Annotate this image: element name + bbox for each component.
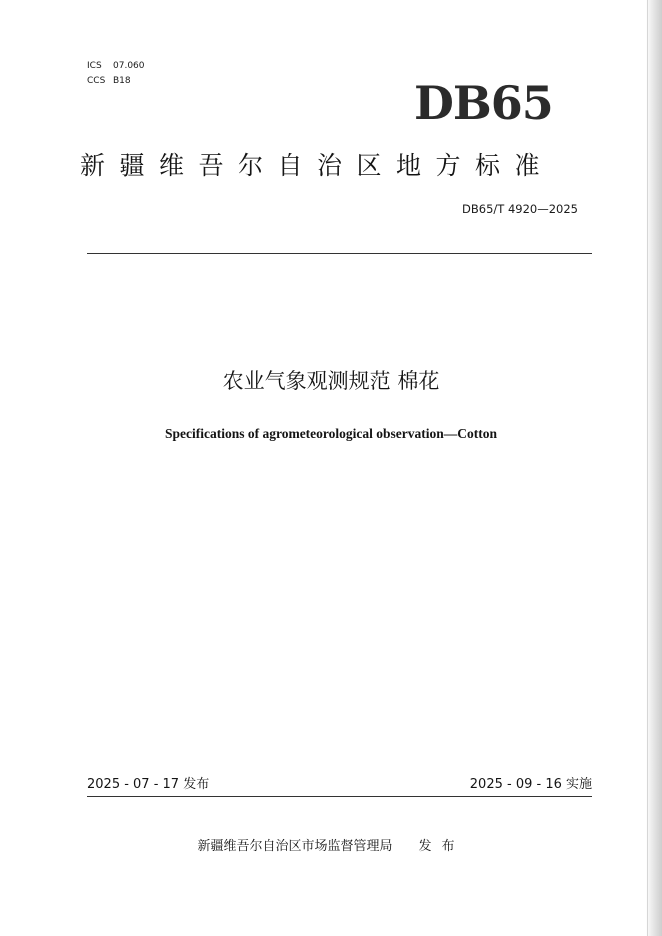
issue-date: 2025 - 07 - 17 发布 (87, 777, 210, 792)
publisher-action: 发布 (418, 839, 465, 854)
title-english: Specifications of agrometeorological observation—Cotton (164, 426, 498, 441)
ccs-value: B18 (113, 76, 131, 86)
title-chinese: 农业气象观测规范 棉花 (222, 369, 440, 393)
ics-label: ICS (87, 61, 102, 71)
publisher-organization: 新疆维吾尔自治区市场监督管理局 (197, 839, 393, 854)
bottom-divider (87, 796, 592, 797)
implementation-date: 2025 - 09 - 16 实施 (469, 777, 592, 792)
standard-number: DB65/T 4920—2025 (462, 202, 578, 216)
ccs-label: CCS (87, 76, 106, 86)
issuing-authority-title: 新疆维吾尔自治区地方标准 (80, 151, 555, 180)
top-divider (87, 253, 592, 254)
classification-block (87, 59, 145, 89)
ics-row (87, 59, 145, 74)
ics-value: 07.060 (113, 61, 145, 71)
scan-edge-line (647, 0, 648, 936)
scan-edge-shadow (646, 0, 662, 936)
publisher-line (0, 836, 662, 858)
db65-logo: DB65 (414, 76, 553, 130)
ccs-row (87, 74, 145, 89)
